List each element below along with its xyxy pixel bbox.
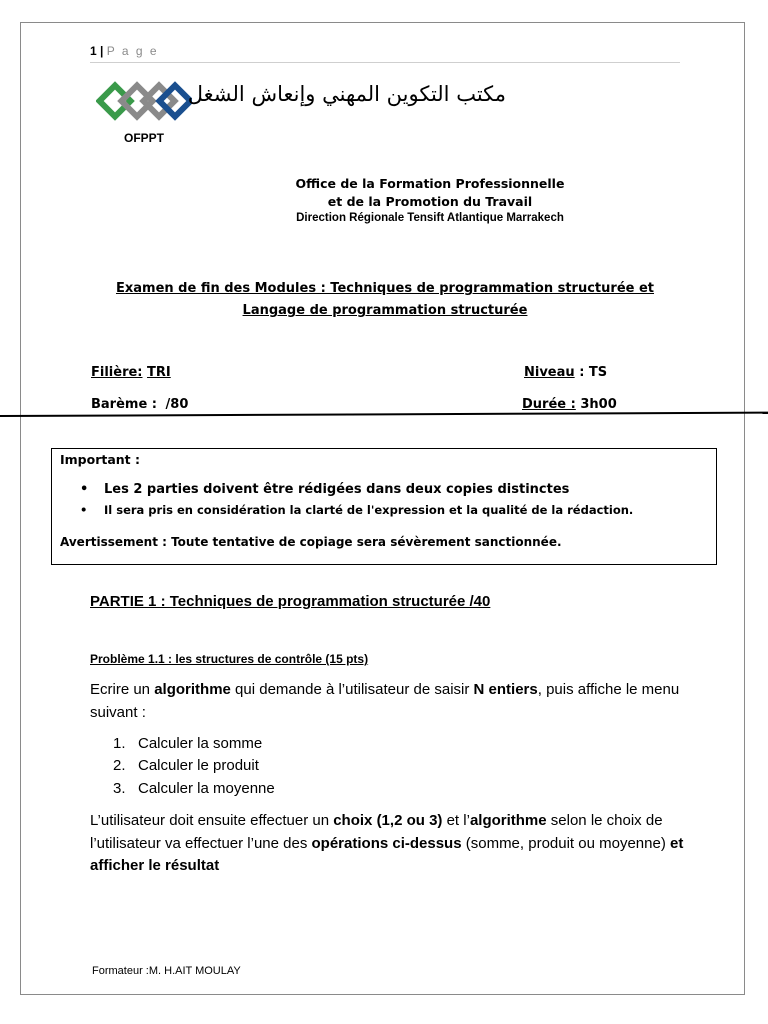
niveau-field [524, 365, 607, 380]
arabic-title: مكتب التكوين المهني وإنعاش الشغل [187, 82, 506, 106]
instr-text: L’utilisateur doit ensuite effectuer un [90, 812, 334, 829]
instr-bold: opérations ci-dessus [311, 834, 462, 852]
instr-text: et l’ [442, 812, 470, 829]
menu-item [113, 780, 275, 797]
part1-title: PARTIE 1 : Techniques de programmation structurée /40 [90, 593, 491, 610]
duree-value: 3h00 [580, 397, 617, 412]
instr-bold: algorithme [469, 812, 547, 829]
bullet-text: Il sera pris en considération la clarté de l'expression et la qualité de la rédaction. [104, 503, 634, 517]
menu-item [113, 735, 262, 752]
filiere-label: Filière: [91, 365, 143, 380]
niveau-label: Niveau [524, 365, 575, 380]
menu-item-number: 1. [113, 735, 126, 752]
important-title: Important : [60, 452, 141, 467]
footer-trainer: Formateur :M. H.AIT MOULAY [92, 965, 241, 977]
bullet-icon: • [80, 503, 88, 517]
bullet-text: Les 2 parties doivent être rédigées dans deux copies distinctes [104, 482, 570, 497]
logo-caption: OFPPT [123, 131, 165, 145]
page-separator: | [100, 44, 104, 58]
ofppt-logo [96, 78, 192, 148]
intro-text: Ecrire un [90, 681, 155, 698]
office-line-2: et de la Promotion du Travail [327, 194, 533, 209]
office-line-3: Direction Régionale Tensift Atlantique Marrakech [296, 212, 564, 224]
exam-title-line-2: Langage de programmation structurée [242, 303, 528, 318]
important-bullet [80, 503, 633, 517]
page-header [90, 44, 159, 58]
bareme-value: /80 [165, 397, 189, 412]
menu-item [113, 757, 259, 774]
intro-bold: N entiers [473, 681, 538, 698]
instr-bold: et afficher le résultat [90, 834, 684, 874]
filiere-field [91, 365, 171, 380]
instructions-paragraph [90, 810, 690, 878]
ofppt-logo-icon [96, 78, 192, 148]
duree-field [522, 397, 617, 412]
instr-bold: choix (1,2 ou 3) [333, 812, 443, 829]
menu-item-label: Calculer le produit [138, 757, 259, 774]
exam-title-line-1: Examen de fin des Modules : Techniques de programmation structurée et [115, 281, 655, 296]
intro-paragraph [90, 679, 690, 724]
header-rule [90, 62, 680, 63]
intro-text: qui demande à l’utilisateur de saisir [230, 681, 474, 698]
menu-item-number: 3. [113, 780, 126, 797]
menu-item-number: 2. [113, 757, 126, 774]
warning-text: Avertissement : Toute tentative de copiage sera sévèrement sanctionnée. [60, 535, 562, 549]
office-line-1: Office de la Formation Professionnelle [295, 176, 565, 191]
problem-title: Problème 1.1 : les structures de contrôle (15 pts) [90, 652, 369, 666]
bareme-field [91, 397, 188, 412]
bareme-label: Barème : [91, 397, 157, 412]
duree-label: Durée : [522, 397, 576, 412]
page-number: 1 [90, 44, 97, 58]
intro-text: , puis affiche le menu suivant : [90, 681, 680, 721]
niveau-value: : TS [579, 365, 608, 380]
instr-text: (somme, produit ou moyenne) [461, 834, 670, 852]
intro-bold: algorithme [154, 681, 231, 698]
important-bullet [80, 482, 569, 497]
menu-item-label: Calculer la moyenne [138, 780, 275, 797]
menu-item-label: Calculer la somme [138, 735, 263, 752]
bullet-icon: • [80, 482, 89, 497]
page-word: P a g e [106, 44, 159, 58]
filiere-value: TRI [147, 365, 171, 380]
instr-text: selon le choix de l’utilisateur va effectuer l’une des [90, 812, 663, 852]
